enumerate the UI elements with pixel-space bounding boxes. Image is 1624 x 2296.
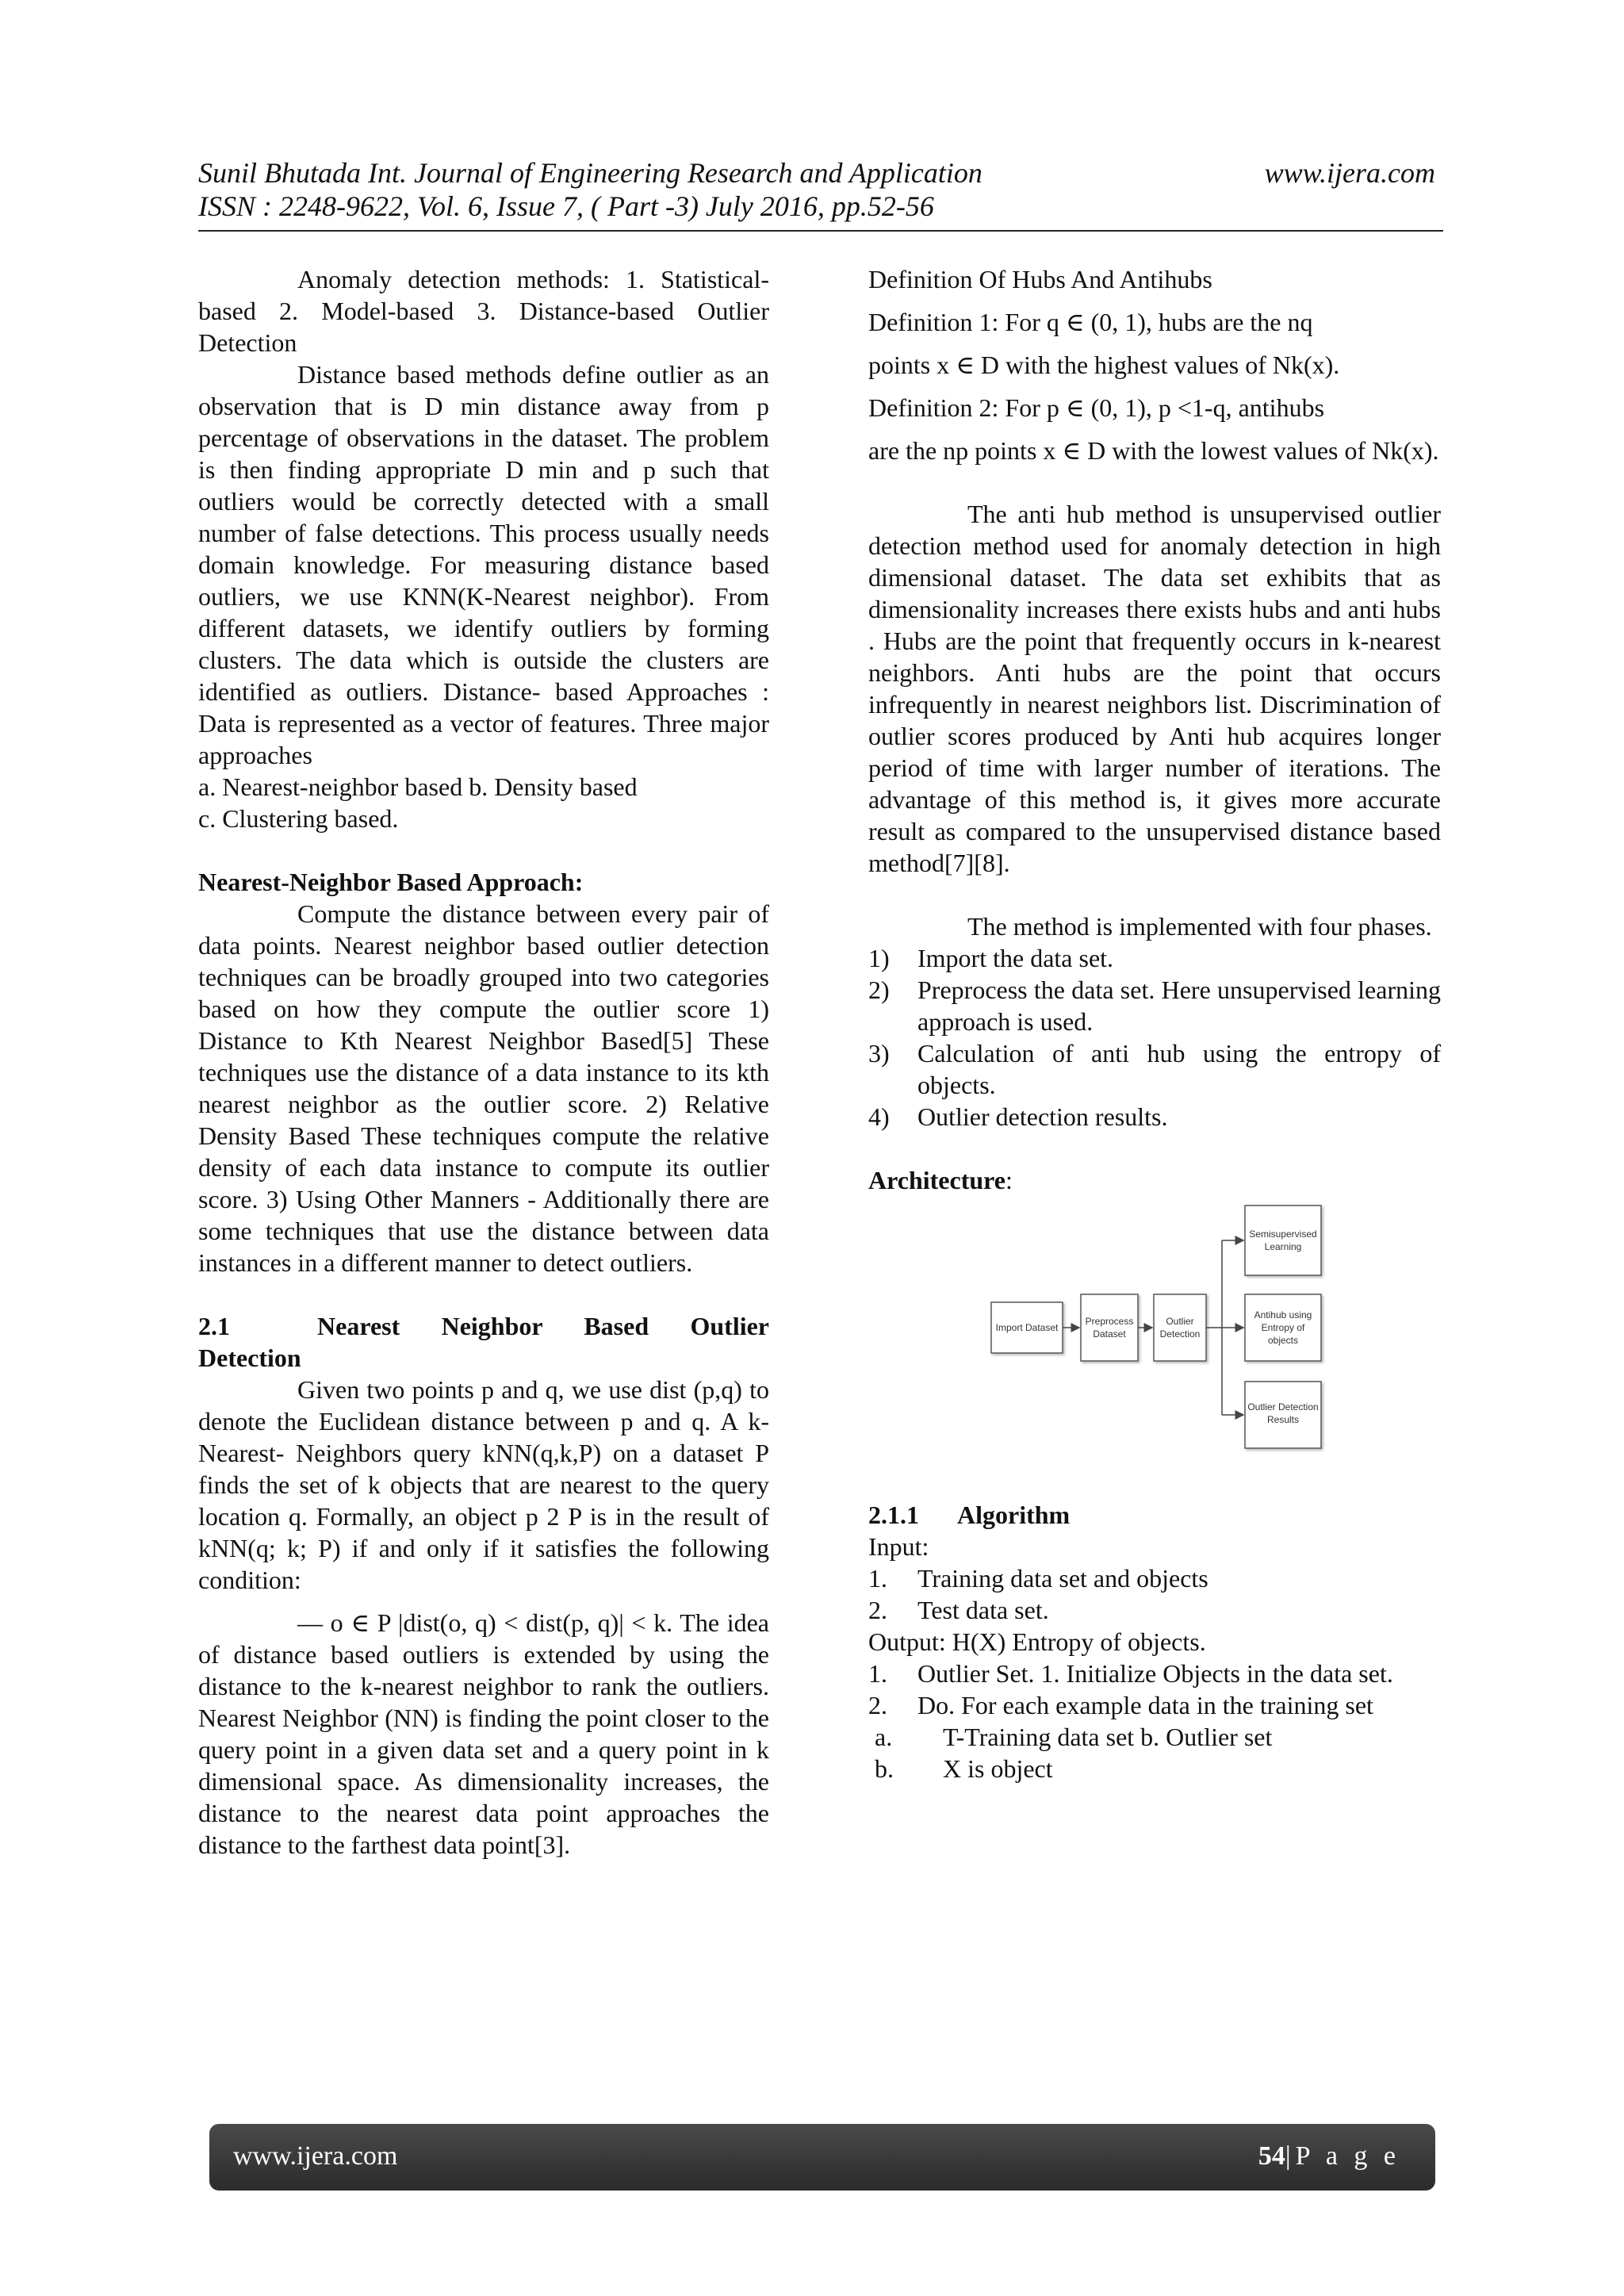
page-label: |P a g e [1285, 2141, 1400, 2171]
list-item [868, 942, 1441, 974]
algorithm-title: Algorithm [957, 1501, 1071, 1529]
architecture-label: Architecture [868, 1166, 1005, 1194]
phases-intro: The method is implemented with four phases. [967, 912, 1432, 941]
antihub-label: objects [1267, 1335, 1299, 1346]
list-marker: 1. [868, 1659, 887, 1688]
list-text: Outlier detection results. [917, 1102, 1168, 1131]
list-item [868, 1753, 1441, 1784]
definition-1-cont: points x ∈ D with the highest values of Nk(x). [868, 351, 1340, 379]
semisupervised-box [1245, 1205, 1321, 1275]
page-header [198, 155, 1443, 232]
list-item [868, 1721, 1441, 1753]
list-text: Training data set and objects [917, 1564, 1208, 1593]
list-marker: 1. [868, 1564, 887, 1593]
section-number: 2.1 [198, 1312, 230, 1340]
left-column [198, 263, 769, 1861]
page-footer [209, 2124, 1435, 2191]
antihub-paragraph: The anti hub method is unsupervised outlier detection method used for anomaly detection in high dimensional dataset. The data set exhibits that as dimensionality increases there exists hubs and anti hubs . Hubs are the point that frequently occurs in k-nearest neighbors. Anti hubs are the point that occurs infrequently in nearest neighbors list. Discrimination of outlier scores produced by Anti hub acquires longer period of time with larger number of iterations. The advantage of this method is, it gives more accurate result as compared to the unsupervised distance based method[7][8]. [868, 500, 1441, 877]
journal-url[interactable]: www.ijera.com [1264, 157, 1435, 189]
section-heading-2-1 [198, 1310, 769, 1342]
algorithm-heading [868, 1499, 1441, 1531]
approach-list-line: a. Nearest-neighbor based b. Density based [198, 772, 638, 801]
definition-2: Definition 2: For p ∈ (0, 1), p <1-q, antihubs [868, 393, 1325, 422]
list-text: Outlier Set. 1. Initialize Objects in the data set. [917, 1659, 1393, 1688]
list-item [868, 1562, 1441, 1594]
semi-label: Learning [1264, 1241, 1302, 1252]
list-item [868, 1689, 1441, 1721]
list-item [868, 1101, 1441, 1133]
list-text: Preprocess the data set. Here unsupervised learning approach is used. [917, 976, 1441, 1036]
results-label: Results [1266, 1414, 1300, 1425]
list-item [868, 974, 1441, 1037]
knn-definition-paragraph: Given two points p and q, we use dist (p,q) to denote the Euclidean distance between p and q. A k-Nearest- Neighbors query kNN(q,k,P) on a dataset P finds the set of k objects that are nearest to the query location q. Formally, an object p 2 P is in the result of kNN(q; k; P) if and only if it satisfies the following condition: [198, 1375, 769, 1594]
approach-list-line: c. Clustering based. [198, 804, 399, 833]
distance-methods-paragraph: Distance based methods define outlier as an observation that is D min distance away from p percentage of observations in the dataset. The problem is then finding appropriate D min and p such that outliers would be correctly detected with a small number of false detections. This process usually needs domain knowledge. For measuring distance based outliers, we use KNN(K-Nearest neighbor). From different datasets, we identify outliers by forming clusters. The data which is outside the clusters are identified as outliers. Distance- based Approaches : Data is represented as a vector of features. Three major approaches [198, 360, 769, 769]
formula-paragraph: — o ∈ P |dist(o, q) < dist(p, q)| < k. The idea of distance based outliers is extended by using the distance to the k-nearest neighbor to rank the outliers. Nearest Neighbor (NN) is finding the point closer to the query point in a given data set and a query point in k dimensional space. As dimensionality increases, the distance to the nearest data point approaches the distance to the farthest data point[3]. [198, 1608, 769, 1859]
list-text: Test data set. [917, 1596, 1049, 1624]
list-text: Do. For each example data in the training set [917, 1691, 1373, 1719]
list-item [868, 1658, 1441, 1689]
architecture-heading [868, 1164, 1441, 1196]
definition-title: Definition Of Hubs And Antihubs [868, 265, 1212, 293]
list-item [868, 1037, 1441, 1101]
list-marker: 3) [868, 1039, 890, 1068]
page-number-value: 54 [1258, 2141, 1285, 2171]
list-text: X is object [943, 1754, 1053, 1783]
nearest-neighbor-paragraph: Compute the distance between every pair of data points. Nearest neighbor based outlier detection techniques can be broadly grouped into two categories based on how they compute the outlier score 1) Distance to Kth Nearest Neighbor Based[5] These techniques use the distance of a data instance to its kth nearest neighbor as the outlier score. 2) Relative Density Based These techniques compute the relative density of each data instance to compute its outlier score. 3) Using Other Manners - Additionally there are some techniques that use the distance between data instances in a different manner to detect outliers. [198, 899, 769, 1277]
footer-url[interactable]: www.ijera.com [233, 2141, 398, 2171]
list-marker: 2. [868, 1691, 887, 1719]
list-marker: 2) [868, 976, 890, 1004]
list-item [868, 1594, 1441, 1626]
list-marker: b. [875, 1754, 894, 1783]
section-heading: Nearest-Neighbor Based Approach: [198, 868, 584, 896]
input-label: Input: [868, 1532, 929, 1561]
architecture-diagram [868, 1199, 1441, 1453]
list-marker: 2. [868, 1596, 887, 1624]
list-text: T-Training data set b. Outlier set [943, 1723, 1273, 1751]
outlier-detection-box [1154, 1294, 1206, 1361]
preprocess-label: Dataset [1093, 1328, 1126, 1340]
antihub-label: Antihub using [1254, 1309, 1312, 1320]
list-text: Calculation of anti hub using the entropy of objects. [917, 1039, 1441, 1099]
list-marker: 4) [868, 1102, 890, 1131]
preprocess-box [1081, 1294, 1138, 1361]
preprocess-label: Preprocess [1085, 1316, 1134, 1327]
results-label: Outlier Detection [1247, 1401, 1319, 1412]
list-marker: a. [875, 1723, 893, 1751]
phases-list [868, 942, 1441, 1133]
definition-1: Definition 1: For q ∈ (0, 1), hubs are the nq [868, 308, 1313, 336]
outlier-label: Detection [1159, 1328, 1201, 1340]
right-column [868, 263, 1441, 1784]
output-label: Output: H(X) Entropy of objects. [868, 1627, 1206, 1656]
anomaly-methods-paragraph: Anomaly detection methods: 1. Statistical- based 2. Model-based 3. Distance-based Outlier Detection [198, 265, 769, 357]
page-number [1258, 2140, 1400, 2173]
definition-2-cont: are the np points x ∈ D with the lowest values of Nk(x). [868, 436, 1439, 465]
section-title: Nearest Neighbor Based Outlier [317, 1312, 769, 1340]
outlier-label: Outlier [1166, 1316, 1194, 1327]
antihub-label: Entropy of [1261, 1322, 1305, 1333]
list-text: Import the data set. [917, 944, 1114, 972]
algorithm-number: 2.1.1 [868, 1501, 919, 1529]
list-marker: 1) [868, 944, 890, 972]
architecture-colon: : [1005, 1166, 1013, 1194]
issue-info: ISSN : 2248-9622, Vol. 6, Issue 7, ( Part -3) July 2016, pp.52-56 [198, 190, 934, 222]
section-title-cont: Detection [198, 1343, 301, 1372]
journal-citation: Sunil Bhutada Int. Journal of Engineering Research and Application [198, 157, 982, 189]
import-label: Import Dataset [995, 1322, 1059, 1333]
semi-label: Semisupervised [1249, 1228, 1317, 1240]
